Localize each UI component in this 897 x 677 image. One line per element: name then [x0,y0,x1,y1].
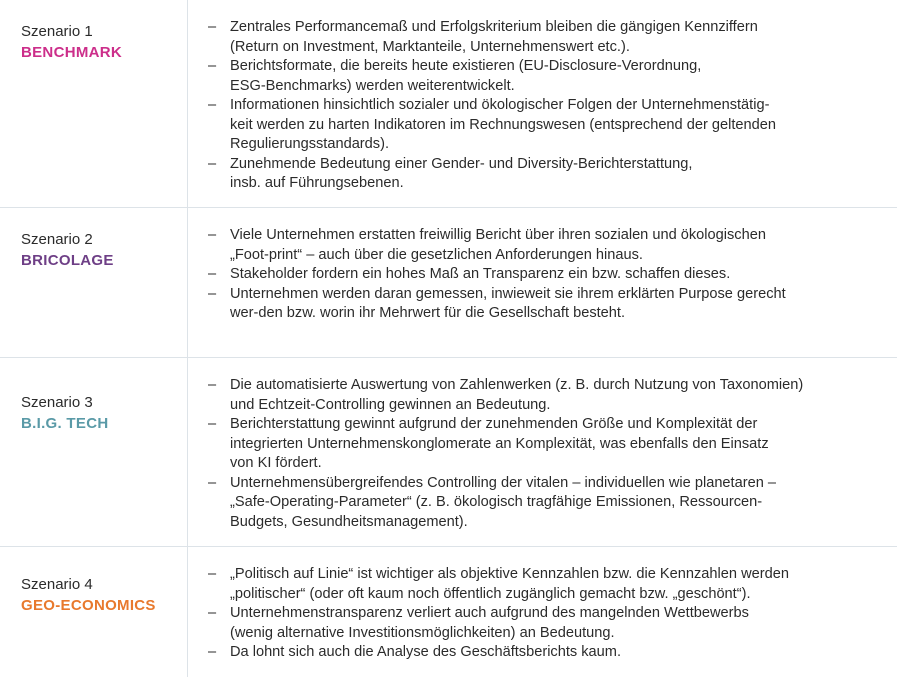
scenario-name: BRICOLAGE [21,252,114,269]
scenario-content-cell [188,547,897,677]
scenario-row-2 [0,207,897,357]
bullet-item: – Zunehmende Bedeutung einer Gender- und Diversity-Berichterstattung, insb. auf Führungsebenen. [208,155,887,194]
scenario-label: Szenario 4 [21,576,93,593]
bullet-item: – Viele Unternehmen erstatten freiwillig Bericht über ihren sozialen und ökologischen „Foot-print“ – auch über die gesetzlichen Anforderungen hinaus. [208,226,887,265]
bullet-item: – Stakeholder fordern ein hohes Maß an Transparenz ein bzw. schaffen dieses. [208,265,887,285]
bullet-list [208,18,887,194]
bullet-item: – Berichtsformate, die bereits heute existieren (EU-Disclosure-Verordnung, ESG-Benchmarks) werden weiterentwickelt. [208,57,887,96]
bullet-item: – Unternehmen werden daran gemessen, inwieweit sie ihrem erklärten Purpose gerecht wer-den bzw. worin ihr Mehrwert für die Gesellschaft besteht. [208,285,887,324]
bullet-item: – Informationen hinsichtlich sozialer und ökologischer Folgen der Unternehmenstätig- keit werden zu harten Indikatoren im Rechnungswesen (entsprechend der geltenden Regulierungsstandards). [208,96,887,155]
scenario-content-cell [188,358,897,546]
scenario-name: B.I.G. TECH [21,415,109,432]
bullet-item: – Unternehmenstransparenz verliert auch aufgrund des mangelnden Wettbewerbs (wenig alternative Investitionsmöglichkeiten) an Bedeutung. [208,604,887,643]
bullet-item: – Unternehmensübergreifendes Controlling der vitalen – individuellen wie planetaren – „Safe-Operating-Parameter“ (z. B. ökologisch tragfähige Emissionen, Ressourcen- Budgets, Gesundheitsmanagement). [208,474,887,533]
scenario-header-cell [0,358,188,546]
scenario-header-cell [0,208,188,357]
scenario-content-cell [188,208,897,357]
scenario-name: BENCHMARK [21,44,123,61]
scenario-label: Szenario 3 [21,394,93,411]
bullet-item: – Da lohnt sich auch die Analyse des Geschäftsberichts kaum. [208,643,887,663]
scenario-row-4 [0,546,897,677]
scenario-name: GEO-ECONOMICS [21,597,156,614]
scenario-row-3 [0,357,897,546]
bullet-item: – Zentrales Performancemaß und Erfolgskriterium bleiben die gängigen Kennziffern (Return on Investment, Marktanteile, Unternehmenswert etc.). [208,18,887,57]
scenario-label: Szenario 1 [21,23,93,40]
scenario-header-cell [0,0,188,207]
scenario-content-cell [188,0,897,207]
bullet-list [208,565,887,663]
scenario-row-1 [0,0,897,207]
bullet-item: – Die automatisierte Auswertung von Zahlenwerken (z. B. durch Nutzung von Taxonomien) und Echtzeit-Controlling gewinnen an Bedeutung. [208,376,887,415]
bullet-list [208,226,887,324]
bullet-item: – Berichterstattung gewinnt aufgrund der zunehmenden Größe und Komplexität der integrierten Unternehmenskonglomerate an Komplexität, was ebenfalls den Einsatz von KI fördert. [208,415,887,474]
bullet-list [208,376,887,532]
scenario-header-cell [0,547,188,677]
scenario-label: Szenario 2 [21,231,93,248]
bullet-item: – „Politisch auf Linie“ ist wichtiger als objektive Kennzahlen bzw. die Kennzahlen werden „politischer“ (oder oft kaum noch öffentlich zugänglich gemacht bzw. „geschönt“). [208,565,887,604]
